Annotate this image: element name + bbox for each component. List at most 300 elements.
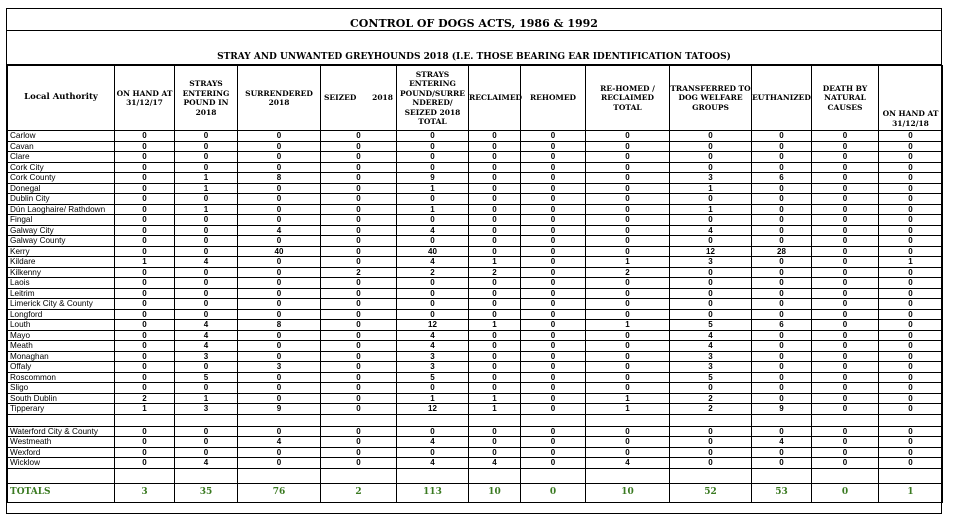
- spacer-cell: [238, 414, 321, 426]
- local-authority-name: Galway City: [8, 225, 115, 236]
- table-cell: 0: [812, 458, 879, 469]
- local-authority-name: Fingal: [8, 215, 115, 226]
- table-cell: 0: [879, 204, 943, 215]
- local-authority-name: Dún Laoghaire/ Rathdown: [8, 204, 115, 215]
- local-authority-name: Laois: [8, 278, 115, 289]
- table-cell: 0: [175, 162, 238, 173]
- table-cell: 8: [238, 173, 321, 184]
- table-cell: 28: [752, 246, 812, 257]
- table-cell: 0: [238, 257, 321, 268]
- table-body: [8, 131, 943, 503]
- table-cell: 0: [752, 330, 812, 341]
- table-cell: 2: [469, 267, 521, 278]
- table-cell: 0: [469, 162, 521, 173]
- table-cell: 0: [521, 173, 586, 184]
- table-cell: 5: [397, 372, 469, 383]
- table-cell: 0: [812, 299, 879, 310]
- table-cell: 0: [469, 278, 521, 289]
- table-cell: 0: [812, 483, 879, 502]
- local-authority-name: Roscommon: [8, 372, 115, 383]
- table-cell: 0: [321, 257, 397, 268]
- local-authority-name: Kildare: [8, 257, 115, 268]
- table-cell: 0: [586, 278, 670, 289]
- report-title: CONTROL OF DOGS ACTS, 1986 & 1992: [7, 9, 941, 31]
- table-cell: 0: [521, 215, 586, 226]
- table-cell: 1: [115, 404, 175, 415]
- table-cell: 0: [670, 383, 752, 394]
- table-cell: 0: [321, 372, 397, 383]
- table-cell: 0: [321, 183, 397, 194]
- table-cell: 2: [670, 404, 752, 415]
- table-cell: 0: [397, 236, 469, 247]
- table-cell: 0: [670, 447, 752, 458]
- table-cell: 0: [521, 299, 586, 310]
- table-cell: 0: [670, 458, 752, 469]
- col-local-authority: Local Authority: [8, 66, 115, 131]
- table-cell: 0: [521, 288, 586, 299]
- table-cell: 0: [175, 225, 238, 236]
- table-cell: 0: [321, 141, 397, 152]
- table-cell: 0: [469, 236, 521, 247]
- table-cell: 0: [521, 404, 586, 415]
- table-row: [8, 372, 943, 383]
- table-cell: 0: [879, 383, 943, 394]
- table-cell: 0: [879, 215, 943, 226]
- table-cell: 0: [670, 437, 752, 448]
- table-cell: 0: [586, 246, 670, 257]
- table-cell: 0: [469, 351, 521, 362]
- table-cell: 0: [175, 426, 238, 437]
- table-cell: 0: [238, 288, 321, 299]
- table-cell: 0: [752, 299, 812, 310]
- table-cell: 0: [879, 183, 943, 194]
- table-cell: 0: [812, 437, 879, 448]
- table-cell: 0: [670, 278, 752, 289]
- table-cell: 1: [586, 393, 670, 404]
- table-row: [8, 288, 943, 299]
- table-cell: 0: [586, 236, 670, 247]
- table-cell: 0: [469, 225, 521, 236]
- table-cell: 0: [812, 246, 879, 257]
- table-cell: 9: [397, 173, 469, 184]
- table-cell: 0: [879, 362, 943, 373]
- table-cell: 0: [115, 341, 175, 352]
- col-reclaimed: RECLAIMED: [469, 66, 521, 131]
- table-cell: 0: [238, 215, 321, 226]
- table-cell: 0: [115, 288, 175, 299]
- table-cell: 0: [115, 458, 175, 469]
- table-cell: 0: [321, 309, 397, 320]
- table-row: [8, 246, 943, 257]
- table-cell: 0: [752, 194, 812, 205]
- spacer-cell: [175, 414, 238, 426]
- spacer-cell: [812, 414, 879, 426]
- local-authority-name: Clare: [8, 152, 115, 163]
- table-row: [8, 330, 943, 341]
- table-cell: 4: [175, 458, 238, 469]
- table-cell: 0: [115, 152, 175, 163]
- table-cell: 0: [321, 341, 397, 352]
- table-cell: 0: [670, 426, 752, 437]
- table-cell: 0: [175, 309, 238, 320]
- table-cell: 0: [469, 426, 521, 437]
- table-cell: 40: [238, 246, 321, 257]
- table-cell: 0: [879, 404, 943, 415]
- table-cell: 0: [321, 362, 397, 373]
- table-cell: 0: [812, 330, 879, 341]
- table-cell: 0: [115, 225, 175, 236]
- table-cell: 0: [175, 236, 238, 247]
- table-cell: 0: [812, 267, 879, 278]
- table-cell: 1: [670, 204, 752, 215]
- table-cell: 0: [812, 152, 879, 163]
- table-cell: 0: [879, 320, 943, 331]
- table-cell: 0: [321, 278, 397, 289]
- table-cell: 0: [586, 447, 670, 458]
- table-cell: 0: [879, 309, 943, 320]
- table-cell: 3: [397, 351, 469, 362]
- table-cell: 0: [397, 383, 469, 394]
- table-cell: 0: [238, 278, 321, 289]
- table-cell: 9: [238, 404, 321, 415]
- table-cell: 0: [397, 309, 469, 320]
- table-cell: 0: [670, 267, 752, 278]
- table-cell: 0: [321, 404, 397, 415]
- table-cell: 0: [670, 299, 752, 310]
- table-cell: 0: [586, 351, 670, 362]
- table-cell: 0: [321, 246, 397, 257]
- table-cell: 0: [469, 299, 521, 310]
- table-cell: 0: [752, 447, 812, 458]
- table-cell: 0: [521, 362, 586, 373]
- table-cell: 0: [397, 194, 469, 205]
- table-cell: 0: [521, 309, 586, 320]
- table-cell: 0: [321, 447, 397, 458]
- table-cell: 0: [175, 288, 238, 299]
- table-cell: 0: [879, 194, 943, 205]
- local-authority-name: Monaghan: [8, 351, 115, 362]
- table-cell: 0: [879, 299, 943, 310]
- spacer-cell: [238, 468, 321, 483]
- table-row: [8, 267, 943, 278]
- table-cell: 0: [879, 351, 943, 362]
- table-cell: 0: [521, 194, 586, 205]
- table-cell: 1: [469, 320, 521, 331]
- spacer-cell: [469, 414, 521, 426]
- table-cell: 9: [752, 404, 812, 415]
- table-cell: 0: [115, 267, 175, 278]
- spacer-cell: [321, 468, 397, 483]
- table-cell: 0: [238, 341, 321, 352]
- spacer-cell: [879, 468, 943, 483]
- table-row: [8, 194, 943, 205]
- table-cell: 0: [115, 236, 175, 247]
- table-cell: 4: [670, 341, 752, 352]
- table-row: [8, 278, 943, 289]
- table-cell: 1: [469, 393, 521, 404]
- table-cell: 0: [670, 152, 752, 163]
- table-cell: 52: [670, 483, 752, 502]
- table-cell: 0: [175, 278, 238, 289]
- local-authority-name: Waterford City & County: [8, 426, 115, 437]
- table-cell: 0: [321, 437, 397, 448]
- table-cell: 3: [670, 351, 752, 362]
- table-cell: 0: [586, 426, 670, 437]
- table-cell: 0: [321, 225, 397, 236]
- col-seized-year: 2018: [372, 93, 393, 103]
- table-cell: 1: [469, 404, 521, 415]
- table-cell: 0: [670, 288, 752, 299]
- table-cell: 1: [879, 483, 943, 502]
- table-cell: 0: [812, 194, 879, 205]
- table-cell: 12: [670, 246, 752, 257]
- table-cell: 0: [115, 437, 175, 448]
- table-cell: 0: [115, 183, 175, 194]
- table-cell: 0: [812, 372, 879, 383]
- table-cell: 0: [469, 246, 521, 257]
- table-cell: 0: [115, 309, 175, 320]
- spacer-cell: [752, 468, 812, 483]
- table-cell: 0: [521, 330, 586, 341]
- table-cell: 0: [469, 152, 521, 163]
- table-row: [8, 215, 943, 226]
- table-cell: 0: [586, 225, 670, 236]
- table-cell: 0: [586, 162, 670, 173]
- table-cell: 4: [175, 341, 238, 352]
- table-cell: 0: [586, 215, 670, 226]
- spacer-cell: [812, 468, 879, 483]
- table-cell: 0: [397, 215, 469, 226]
- table-cell: 0: [469, 183, 521, 194]
- spacer-cell: [397, 414, 469, 426]
- table-cell: 53: [752, 483, 812, 502]
- table-cell: 3: [238, 362, 321, 373]
- table-cell: 0: [321, 194, 397, 205]
- table-cell: 0: [238, 267, 321, 278]
- local-authority-name: Sligo: [8, 383, 115, 394]
- table-cell: 0: [879, 393, 943, 404]
- table-row: [8, 309, 943, 320]
- table-cell: 0: [115, 215, 175, 226]
- table-cell: 1: [397, 393, 469, 404]
- table-cell: 4: [175, 257, 238, 268]
- local-authority-name: Leitrim: [8, 288, 115, 299]
- table-cell: 3: [670, 362, 752, 373]
- table-cell: 6: [752, 173, 812, 184]
- local-authority-name: Cavan: [8, 141, 115, 152]
- table-cell: 0: [752, 215, 812, 226]
- table-cell: 0: [879, 225, 943, 236]
- table-cell: 0: [469, 447, 521, 458]
- table-cell: 0: [115, 278, 175, 289]
- table-row: [8, 204, 943, 215]
- col-seized-label: SEIZED: [324, 93, 357, 103]
- table-cell: 0: [175, 131, 238, 142]
- table-cell: 0: [175, 299, 238, 310]
- table-cell: 0: [812, 447, 879, 458]
- table-cell: 0: [879, 246, 943, 257]
- table-cell: 0: [812, 362, 879, 373]
- table-cell: 0: [586, 288, 670, 299]
- col-euthanized: EUTHANIZED: [752, 66, 812, 131]
- table-cell: 0: [521, 278, 586, 289]
- table-cell: 0: [586, 183, 670, 194]
- table-cell: 0: [321, 215, 397, 226]
- table-cell: 12: [397, 320, 469, 331]
- table-cell: 2: [586, 267, 670, 278]
- table-cell: 0: [812, 131, 879, 142]
- table-cell: 0: [238, 458, 321, 469]
- table-cell: 4: [469, 458, 521, 469]
- table-cell: 0: [812, 278, 879, 289]
- table-cell: 0: [879, 278, 943, 289]
- table-row: [8, 404, 943, 415]
- spacer-cell: [521, 414, 586, 426]
- table-cell: 0: [469, 131, 521, 142]
- header-row: [8, 66, 943, 131]
- spacer-cell: [879, 414, 943, 426]
- col-rehomed-reclaimed-total: RE-HOMED / RECLAIMED TOTAL: [586, 66, 670, 131]
- table-cell: 4: [670, 225, 752, 236]
- table-cell: 4: [752, 437, 812, 448]
- local-authority-name: Cork County: [8, 173, 115, 184]
- table-cell: 0: [812, 426, 879, 437]
- table-cell: 0: [670, 162, 752, 173]
- table-cell: 0: [752, 458, 812, 469]
- table-cell: 0: [752, 393, 812, 404]
- table-cell: 0: [879, 173, 943, 184]
- table-cell: 0: [469, 194, 521, 205]
- table-cell: 0: [812, 173, 879, 184]
- table-row: [8, 393, 943, 404]
- local-authority-name: Kilkenny: [8, 267, 115, 278]
- table-cell: 0: [586, 173, 670, 184]
- table-cell: 0: [521, 236, 586, 247]
- table-cell: 0: [752, 426, 812, 437]
- table-row: [8, 320, 943, 331]
- col-on-hand-end: ON HAND AT 31/12/18: [879, 66, 943, 131]
- table-row: [8, 131, 943, 142]
- table-cell: 0: [521, 257, 586, 268]
- table-cell: 0: [521, 246, 586, 257]
- local-authority-name: Offaly: [8, 362, 115, 373]
- local-authority-name: Tipperary: [8, 404, 115, 415]
- greyhound-table: [7, 65, 943, 503]
- local-authority-name: Meath: [8, 341, 115, 352]
- table-cell: 0: [752, 204, 812, 215]
- table-cell: 0: [321, 152, 397, 163]
- table-cell: 2: [670, 393, 752, 404]
- table-cell: 4: [175, 320, 238, 331]
- col-total-entering: STRAYS ENTERING POUND/SURRE NDERED/ SEIZED 2018 TOTAL: [397, 66, 469, 131]
- table-cell: 0: [521, 267, 586, 278]
- table-cell: 0: [812, 141, 879, 152]
- table-cell: 0: [175, 383, 238, 394]
- table-cell: 0: [521, 341, 586, 352]
- table-cell: 0: [115, 194, 175, 205]
- table-cell: 0: [812, 162, 879, 173]
- table-cell: 0: [879, 152, 943, 163]
- table-cell: 0: [752, 341, 812, 352]
- table-cell: 0: [812, 404, 879, 415]
- table-row: [8, 351, 943, 362]
- table-cell: 0: [812, 351, 879, 362]
- table-cell: 2: [397, 267, 469, 278]
- table-cell: 0: [521, 320, 586, 331]
- spacer-cell: [321, 414, 397, 426]
- table-cell: 0: [238, 393, 321, 404]
- spacer-cell: [670, 468, 752, 483]
- table-cell: 0: [397, 299, 469, 310]
- table-cell: 0: [115, 299, 175, 310]
- table-cell: 2: [321, 483, 397, 502]
- table-cell: 0: [521, 437, 586, 448]
- table-cell: 0: [879, 330, 943, 341]
- table-cell: 0: [238, 183, 321, 194]
- local-authority-name: Wicklow: [8, 458, 115, 469]
- table-cell: 0: [238, 204, 321, 215]
- table-cell: 0: [586, 383, 670, 394]
- table-cell: 0: [812, 215, 879, 226]
- table-cell: 1: [115, 257, 175, 268]
- table-cell: 113: [397, 483, 469, 502]
- local-authority-name: Louth: [8, 320, 115, 331]
- table-cell: 0: [469, 215, 521, 226]
- totals-label: TOTALS: [8, 483, 115, 502]
- table-cell: 0: [115, 141, 175, 152]
- col-seized: [321, 66, 397, 131]
- report-sheet: [6, 8, 942, 514]
- table-cell: 4: [397, 437, 469, 448]
- table-cell: 0: [586, 330, 670, 341]
- local-authority-name: Donegal: [8, 183, 115, 194]
- table-cell: 0: [469, 204, 521, 215]
- table-cell: 5: [175, 372, 238, 383]
- table-cell: 0: [521, 447, 586, 458]
- table-cell: 0: [469, 309, 521, 320]
- table-cell: 0: [115, 447, 175, 458]
- table-cell: 0: [115, 204, 175, 215]
- col-strays: STRAYS ENTERING POUND IN 2018: [175, 66, 238, 131]
- table-cell: 0: [321, 330, 397, 341]
- col-surrendered: SURRENDERED 2018: [238, 66, 321, 131]
- table-row: [8, 162, 943, 173]
- spacer-cell: [175, 468, 238, 483]
- table-row: [8, 183, 943, 194]
- table-cell: 0: [670, 236, 752, 247]
- table-cell: 0: [175, 447, 238, 458]
- table-cell: 0: [238, 131, 321, 142]
- table-row: [8, 383, 943, 394]
- table-cell: 0: [238, 236, 321, 247]
- table-cell: 76: [238, 483, 321, 502]
- table-cell: 0: [175, 362, 238, 373]
- table-cell: 0: [521, 426, 586, 437]
- table-cell: 0: [238, 162, 321, 173]
- spacer-row: [8, 414, 943, 426]
- table-cell: 4: [397, 458, 469, 469]
- local-authority-name: Cork City: [8, 162, 115, 173]
- table-cell: 0: [115, 372, 175, 383]
- table-cell: 0: [397, 131, 469, 142]
- table-cell: 0: [469, 173, 521, 184]
- table-cell: 6: [752, 320, 812, 331]
- local-authority-name: Dublin City: [8, 194, 115, 205]
- table-cell: 0: [879, 131, 943, 142]
- table-cell: 0: [321, 236, 397, 247]
- local-authority-name: South Dublin: [8, 393, 115, 404]
- table-cell: 0: [115, 362, 175, 373]
